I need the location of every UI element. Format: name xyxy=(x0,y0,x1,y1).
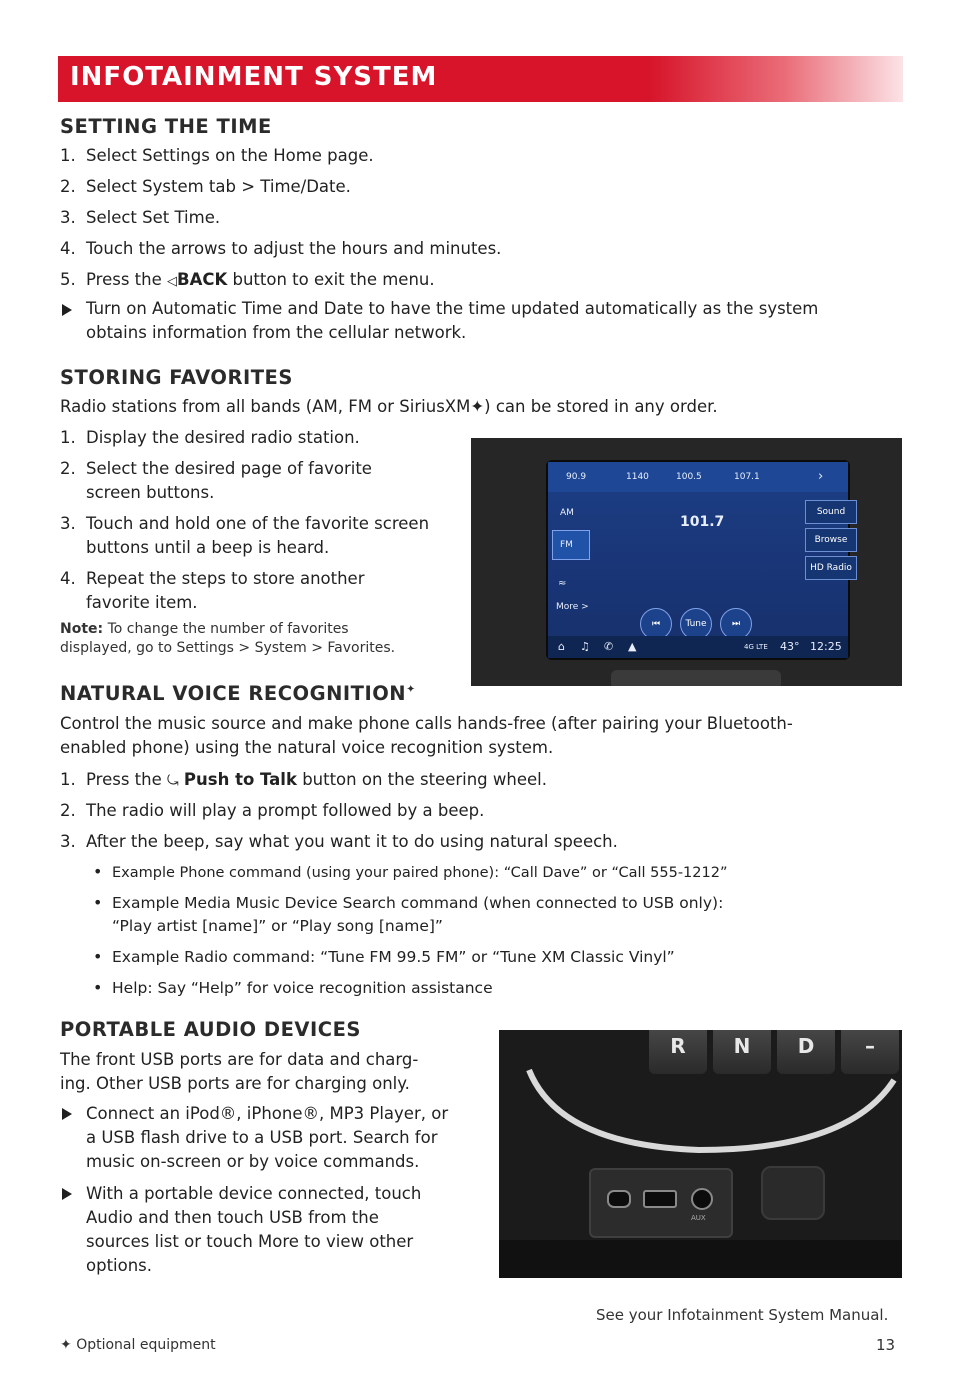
audio-intro: The front USB ports are for data and charg- xyxy=(60,1050,419,1069)
step-number: 5. xyxy=(60,270,76,289)
favorites-step: Touch and hold one of the favorite screen xyxy=(86,514,430,533)
favorites-step: Display the desired radio station. xyxy=(86,428,360,447)
chevron-right-icon: › xyxy=(818,469,824,484)
note-text: To change the number of favorites xyxy=(107,621,349,637)
setting-step-back-post: button to exit the menu. xyxy=(232,270,435,289)
optional-equipment-note xyxy=(60,1337,216,1353)
voice-example: Example Phone command (using your paired phone): “Call Dave” or “Call 555-1212” xyxy=(112,865,728,881)
gear-key-d: D xyxy=(777,1030,835,1074)
favorites-step: favorite item. xyxy=(86,593,198,612)
step-number: 4. xyxy=(60,239,76,258)
siriusxm-icon: ≈ xyxy=(558,578,567,589)
dash-vent xyxy=(611,670,781,686)
temperature: 43° xyxy=(780,640,800,653)
banner-title: INFOTAINMENT SYSTEM xyxy=(70,62,438,92)
preset: 90.9 xyxy=(566,472,587,482)
arrow-bullet-icon xyxy=(62,1108,72,1120)
audio-tip: options. xyxy=(86,1256,153,1275)
radio-screen-photo xyxy=(471,438,902,686)
optional-text: Optional equipment xyxy=(76,1337,216,1353)
bullet-icon: • xyxy=(93,862,103,881)
hd-radio-button: HD Radio xyxy=(805,556,857,580)
station-frequency: 101.7 xyxy=(680,514,725,530)
bottom-bar xyxy=(548,636,848,658)
seek-back-icon: ⏮ xyxy=(640,608,672,640)
bullet-icon: • xyxy=(93,978,103,997)
manual-reference: See your Infotainment System Manual. xyxy=(596,1306,889,1324)
signal-indicator: 4G LTE xyxy=(744,643,768,651)
arrow-bullet-icon xyxy=(62,1188,72,1200)
step-number: 3. xyxy=(60,832,76,851)
voice-example: Help: Say “Help” for voice recognition assistance xyxy=(112,979,493,997)
step-number: 3. xyxy=(60,514,76,533)
favorites-step: Repeat the steps to store another xyxy=(86,569,365,588)
band-more: More > xyxy=(556,602,589,612)
step-number: 1. xyxy=(60,770,76,789)
preset: 100.5 xyxy=(676,472,702,482)
console-button xyxy=(761,1166,825,1220)
usb-c-port-icon xyxy=(607,1190,631,1208)
back-label: BACK xyxy=(177,270,228,289)
audio-tip: music on-screen or by voice commands. xyxy=(86,1152,420,1171)
voice-step xyxy=(86,768,547,793)
preset: 1140 xyxy=(626,472,649,482)
usb-a-port-icon xyxy=(643,1190,677,1208)
voice-example: Example Radio command: “Tune FM 99.5 FM” or “Tune XM Classic Vinyl” xyxy=(112,948,675,966)
optional-mark-icon: ✦ xyxy=(406,682,416,696)
voice-step: The radio will play a prompt followed by a beep. xyxy=(86,801,485,820)
voice-step-pre: Press the xyxy=(86,770,162,789)
setting-step-back-pre: Press the xyxy=(86,270,162,289)
arrow-bullet-icon xyxy=(62,304,72,316)
audio-intro: ing. Other USB ports are for charging only. xyxy=(60,1074,410,1093)
audio-tip: sources list or touch More to view other xyxy=(86,1232,414,1251)
step-number: 3. xyxy=(60,208,76,227)
setting-step: Select Settings on the Home page. xyxy=(86,146,374,165)
voice-step: After the beep, say what you want it to do using natural speech. xyxy=(86,832,618,851)
tip-line: Turn on Automatic Time and Date to have the time updated automatically as the system xyxy=(86,299,819,318)
chrome-trim xyxy=(499,1050,902,1170)
usb-console-photo xyxy=(499,1030,902,1278)
aux-jack-icon xyxy=(691,1188,713,1210)
tip-line: obtains information from the cellular network. xyxy=(86,323,467,342)
aux-label: AUX xyxy=(691,1214,706,1222)
home-icon: ⌂ xyxy=(558,640,565,653)
favorites-step: screen buttons. xyxy=(86,483,215,502)
audio-tip: a USB flash drive to a USB port. Search for xyxy=(86,1128,438,1147)
seek-forward-icon: ⏭ xyxy=(720,608,752,640)
voice-heading-text: NATURAL VOICE RECOGNITION xyxy=(60,682,407,705)
bullet-icon: • xyxy=(93,893,103,912)
setting-step: Select System tab > Time/Date. xyxy=(86,177,351,196)
clock: 12:25 xyxy=(810,640,842,653)
audio-heading: PORTABLE AUDIO DEVICES xyxy=(60,1018,361,1041)
step-number: 2. xyxy=(60,801,76,820)
favorites-intro: Radio stations from all bands (AM, FM or SiriusXM✦) can be stored in any order. xyxy=(60,397,718,416)
tune-button: Tune xyxy=(680,608,712,640)
gear-key-n: N xyxy=(713,1030,771,1074)
favorites-heading: STORING FAVORITES xyxy=(60,366,293,389)
step-number: 2. xyxy=(60,177,76,196)
phone-icon: ✆ xyxy=(604,640,614,653)
browse-button: Browse xyxy=(805,528,857,552)
voice-intro: Control the music source and make phone calls hands-free (after pairing your Bluetooth- xyxy=(60,714,793,733)
voice-example: Example Media Music Device Search command (when connected to USB only): xyxy=(112,894,724,912)
voice-heading xyxy=(60,682,416,705)
band-am: AM xyxy=(560,508,574,518)
audio-tip: Audio and then touch USB from the xyxy=(86,1208,379,1227)
step-number: 1. xyxy=(60,146,76,165)
music-icon: ♫ xyxy=(580,640,590,653)
gear-key-r: R xyxy=(649,1030,707,1074)
step-number: 4. xyxy=(60,569,76,588)
back-icon: ◁ xyxy=(167,274,177,289)
setting-time-heading: SETTING THE TIME xyxy=(60,115,272,138)
radio-screen xyxy=(546,460,850,660)
voice-intro: enabled phone) using the natural voice recognition system. xyxy=(60,738,554,757)
voice-example: “Play artist [name]” or “Play song [name]” xyxy=(112,917,443,935)
setting-step-back xyxy=(86,268,435,294)
section-banner xyxy=(58,56,903,102)
step-number: 2. xyxy=(60,459,76,478)
gear-key-minus: – xyxy=(841,1030,899,1074)
push-to-talk-icon: ⤿ xyxy=(167,773,179,789)
sound-button: Sound xyxy=(805,500,857,524)
band-fm: FM xyxy=(560,540,573,550)
audio-tip: Connect an iPod®, iPhone®, MP3 Player, or xyxy=(86,1104,449,1123)
favorites-step: buttons until a beep is heard. xyxy=(86,538,330,557)
usb-port-panel xyxy=(589,1168,733,1238)
favorites-note xyxy=(60,620,395,658)
note-label: Note: xyxy=(60,621,104,637)
bullet-icon: • xyxy=(93,947,103,966)
step-number: 1. xyxy=(60,428,76,447)
page-number: 13 xyxy=(876,1336,896,1354)
audio-tip: With a portable device connected, touch xyxy=(86,1184,422,1203)
setting-step: Select Set Time. xyxy=(86,208,221,227)
navigation-icon: ▲ xyxy=(628,640,637,653)
favorites-step: Select the desired page of favorite xyxy=(86,459,372,478)
console-tray xyxy=(499,1240,902,1278)
setting-step: Touch the arrows to adjust the hours and minutes. xyxy=(86,239,502,258)
preset: 107.1 xyxy=(734,472,760,482)
note-text: displayed, go to Settings > System > Favorites. xyxy=(60,640,396,656)
voice-step-post: button on the steering wheel. xyxy=(302,770,547,789)
push-to-talk-label: Push to Talk xyxy=(183,770,297,789)
optional-mark-icon: ✦ xyxy=(60,1337,72,1353)
